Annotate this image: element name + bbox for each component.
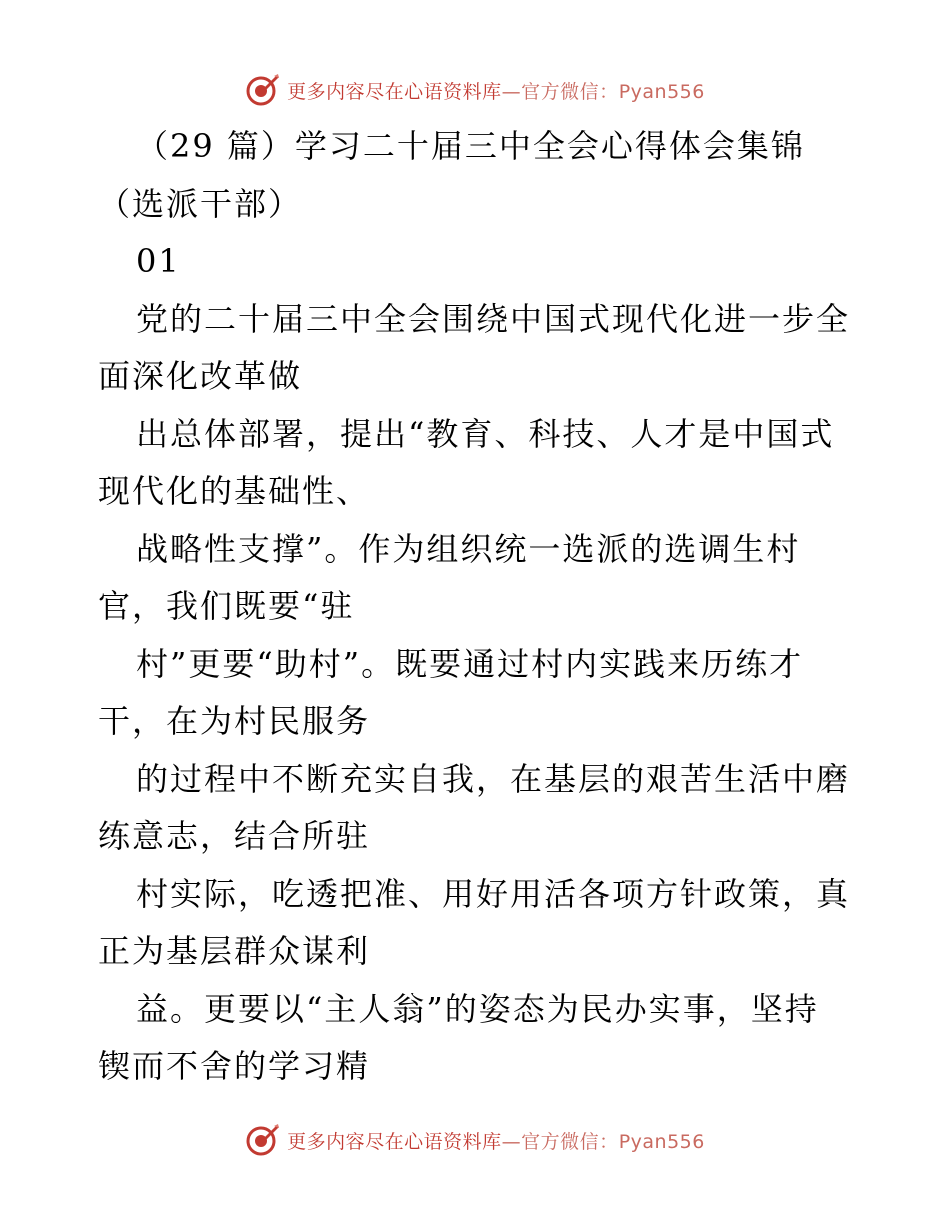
watermark-site-text: 更多内容尽在心语资料库 bbox=[287, 1130, 502, 1153]
watermark-site-text: 更多内容尽在心语资料库 bbox=[287, 80, 502, 103]
paragraph-line: 干，在为村民服务 bbox=[98, 702, 371, 740]
document-title-line-2: （选派干部） bbox=[98, 184, 303, 223]
document-body bbox=[98, 118, 858, 1096]
paragraph-line: 出总体部署，提出“教育、科技、人才是中国式 bbox=[136, 414, 835, 453]
watermark-dash: — bbox=[501, 1130, 522, 1153]
watermark-text bbox=[287, 77, 705, 104]
document-title-line-1: （29 篇）学习二十届三中全会心得体会集锦 bbox=[136, 127, 805, 165]
watermark-wechat-id: Pyan556 bbox=[618, 1130, 705, 1153]
paragraph-line: 官，我们既要“驻 bbox=[98, 587, 355, 625]
watermark-wechat-label: 官方微信： bbox=[521, 80, 619, 103]
watermark-wechat-label: 官方微信： bbox=[521, 1130, 619, 1153]
paragraph-line: 村”更要“助村”。既要通过村内实践来历练才 bbox=[136, 644, 804, 683]
paragraph-line: 党的二十届三中全会围绕中国式现代化进一步全 bbox=[136, 299, 851, 338]
watermark-text bbox=[287, 1127, 705, 1154]
paragraph-line: 益。更要以“主人翁”的姿态为民办实事，坚持 bbox=[136, 989, 819, 1028]
paragraph-line: 的过程中不断充实自我，在基层的艰苦生活中磨 bbox=[136, 759, 851, 798]
paragraph-line: 面深化改革做 bbox=[98, 357, 303, 395]
paragraph-line: 正为基层群众谋利 bbox=[98, 932, 371, 970]
paragraph-line: 村实际，吃透把准、用好用活各项方针政策，真 bbox=[136, 874, 851, 913]
paragraph-line: 战略性支撑”。作为组织统一选派的选调生村 bbox=[136, 529, 801, 568]
pen-logo-icon bbox=[245, 72, 281, 108]
paragraph-line: 现代化的基础性、 bbox=[98, 472, 371, 510]
watermark-footer bbox=[0, 1120, 950, 1160]
section-number: 01 bbox=[136, 242, 181, 280]
paragraph-line: 练意志，结合所驻 bbox=[98, 817, 371, 855]
watermark-header bbox=[0, 70, 950, 110]
paragraph-line: 锲而不舍的学习精 bbox=[98, 1047, 371, 1085]
pen-logo-icon bbox=[245, 1122, 281, 1158]
watermark-dash: — bbox=[501, 80, 522, 103]
watermark-wechat-id: Pyan556 bbox=[618, 80, 705, 103]
